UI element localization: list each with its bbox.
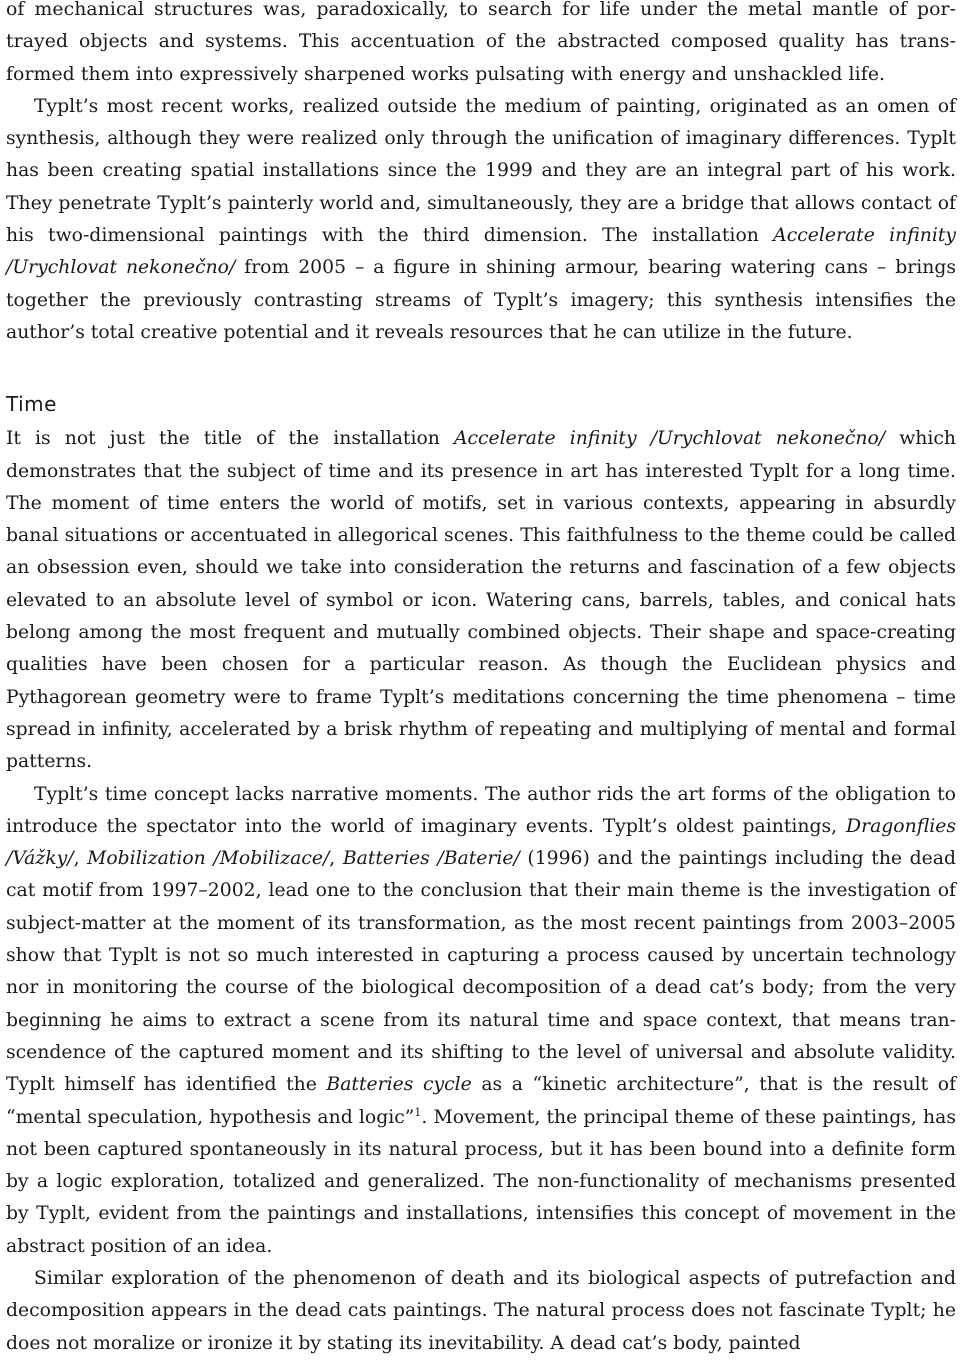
artwork-title: Mobilization /Mobilizace/ [87,848,330,870]
artwork-title: Batteries cycle [326,1074,472,1096]
paragraph-time-intro [6,423,956,778]
text-run: as a “kinetic architecture”, that is the result of “mental speculation, hypothesis and logic” [6,1074,957,1128]
artwork-title: Dragonflies /Vážky/ [6,815,956,870]
artwork-title: Batteries /Baterie/ [342,848,520,870]
paragraph-recent-works [6,91,956,349]
artwork-title: Accelerate infinity /Urychlovat nekonečno/ [453,428,886,450]
footnote-marker: 1 [414,1105,422,1119]
text-run: It is not just the title of the installation [6,428,454,450]
text-run: , [329,848,343,870]
text-run: Typlt’s most recent works, realized outside the medium of painting, originated as an omen of synthesis, although they were realized only through the unification of imaginary differences. Typlt has been creating spatial installations since the 1999 and they are an integral part of his work. They penetrate Typlt’s painterly world and, simultaneously, they are a bridge that allows contact of his two-dimensional paintings with the third dimension. The installation [6,95,956,247]
text-run: from 2005 – a figure in shining armour, bearing watering cans – brings together the previously contrasting streams of Typlt’s imagery; this synthesis intensifies the author’s total creative potential and it reveals resources that he can utilize in the future. [6,257,957,343]
paragraph-time-concept [6,779,956,1263]
artwork-title: Accelerate infinity /Urychlovat nekonečno/ [6,225,956,279]
paragraph-dead-cats: Similar exploration of the phenomenon of death and its biological aspects of putrefaction and decomposition appears in the dead cats paintings. The natural process does not fascinate Typlt; he does not moralize or ironize it by stating its inevitability. A dead cat’s body, painted [6,1267,956,1354]
text-run: , [73,848,88,870]
text-run: which demonstrates that the subject of time and its presence in art has interested Typlt for a long time. The moment of time enters the world of motifs, set in various contexts, appearing in absurdly banal situations or accentuated in allegorical scenes. This faithfulness to the theme could be called an obsession even, should we take into consideration the returns and fascination of a few objects elevated to an absolute level of symbol or icon. Watering cans, barrels, tables, and conical hats belong among the most frequent and mutually combined objects. Their shape and space-creating qualities have been chosen for a particular reason. As though the Euclidean physics and Pythagorean geometry were to frame Typlt’s meditations concerning the time phenomena – time spread in infinity, accelerated by a brisk rhythm of repeating and multiplying of mental and formal patterns. [6,428,956,773]
section-heading: Time [6,392,57,417]
paragraph-mechanical-structures: of mechanical structures was, paradoxically, to search for life under the metal mantle of portrayed objects and systems. This accentuation of the abstracted composed quality has transformed them into expressively sharpened works pulsating with energy and unshackled life. [6,0,956,85]
text-run: (1996) and the paintings including the dead cat motif from 1997–2002, lead one to the conclusion that their main theme is the investigation of subject-matter at the moment of its transformation, as the most recent paintings from 2003–2005 show that Typlt is not so much interested in capturing a process caused by uncertain technology nor in monitoring the course of the biological decomposition of a dead cat’s body; from the very beginning he aims to extract a scene from its natural time and space context, that means transcendence of the captured moment and its shifting to the level of universal and absolute validity. Typlt himself has identified the [6,848,956,1096]
text-run: . Movement, the principal theme of these paintings, has not been captured spontaneously in its natural process, but it has been bound into a definite form by a logic exploration, totalized and generalized. The non-functionality of mechanisms presented by Typlt, evident from the paintings and installations, intensifies this concept of movement in the abstract position of an idea. [6,1106,956,1257]
text-run: Typlt’s time concept lacks narrative moments. The author rids the art forms of the obligation to introduce the spectator into the world of imaginary events. Typlt’s oldest paintings, [6,783,956,837]
document-page [6,0,956,1360]
